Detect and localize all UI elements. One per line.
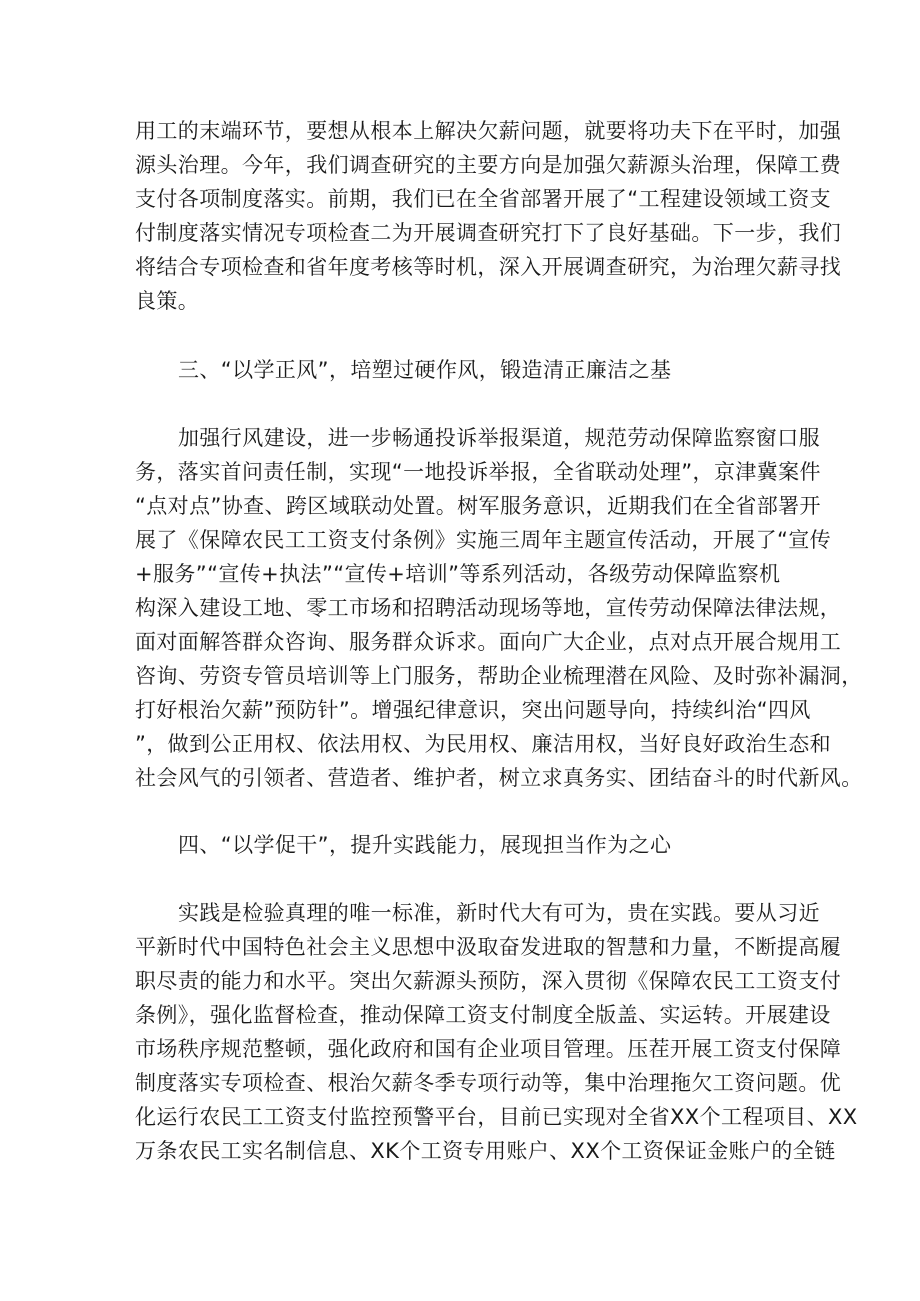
paragraph-2-line-6: 构深入建设工地、零工市场和招聘活动现场等地，宣传劳动保障法律法规， [135,596,842,620]
paragraph-3-line-3: 职尽责的能力和水平。突出欠薪源头预防，深入贯彻《保障农民工工资支付 [135,969,842,993]
paragraph-3-line-4: 条例》，强化监督检查，推动保障工资支付制度全版盖、实运转。开展建设 [135,1003,831,1027]
paragraph-2-line-10: ”，做到公正用权、依法用权、为民用权、廉洁用权，当好良好政治生态和 [135,732,832,756]
paragraph-2-line-5: +服务”“宣传+执法”“宣传+培训”等系列活动，各级劳动保障监察机 [135,562,781,586]
paragraph-2-line-2: 务，落实首问责任制，实现“一地投诉举报，全省联动处理”，京津冀案件 [135,460,821,484]
paragraph-1-line-6: 良策。 [135,289,200,313]
paragraph-3-line-6: 制度落实专项检查、根治欠薪冬季专项行动等，集中治理拖欠工资问题。优 [135,1071,842,1095]
paragraph-1-line-2: 源头治理。今年，我们调查研究的主要方向是加强欠薪源头治理，保障工费 [135,153,842,177]
section-heading-4: 四、“以学促干”，提升实践能力，展现担当作为之心 [178,833,672,857]
paragraph-2-line-9: 打好根治欠薪”预防针”。增强纪律意识，突出问题导向，持续纠治“四风 [135,698,811,722]
paragraph-1-line-1: 用工的末端环节，要想从根本上解决欠薪问题，就要将功夫下在平时，加强 [135,119,842,143]
paragraph-2-line-3: “点对点”协查、跨区域联动处置。树军服务意识，近期我们在全省部署开 [135,494,821,518]
paragraph-2-line-11: 社会风气的引领者、营造者、维护者，树立求真务实、团结奋斗的时代新风。 [135,766,863,790]
paragraph-3-line-8: 万条农民工实名制信息、XK个工资专用账户、XX个工资保证金账户的全链 [135,1139,836,1163]
paragraph-2-line-7: 面对面解答群众咨询、服务群众诉求。面向广大企业，点对点开展合规用工 [135,630,842,654]
paragraph-1-line-3: 支付各项制度落实。前期，我们已在全省部署开展了“工程建设领域工资支 [135,187,832,211]
paragraph-3-line-5: 市场秩序规范整顿，强化政府和国有企业项目管理。压茬开展工资支付保障 [135,1037,842,1061]
section-heading-3: 三、“以学正风”，培塑过硬作风，锻造清正廉洁之基 [178,358,672,382]
paragraph-3-line-1: 实践是检验真理的唯一标准，新时代大有可为，贵在实践。要从习近 [178,901,820,925]
paragraph-2-line-4: 展了《保障农民工工资支付条例》实施三周年主题宣传活动，开展了“宣传 [135,528,832,552]
paragraph-1-line-4: 付制度落实情况专项检查二为开展调查研究打下了良好基础。下一步，我们 [135,221,842,245]
paragraph-2-line-8: 咨询、劳资专管员培训等上门服务，帮助企业梳理潜在风险、及时弥补漏洞， [135,664,863,688]
paragraph-2-line-1: 加强行风建设，进一步畅通投诉举报渠道，规范劳动保障监察窗口服 [178,426,820,450]
paragraph-3-line-2: 平新时代中国特色社会主义思想中汲取奋发进取的智慧和力量，不断提高履 [135,935,842,959]
paragraph-3-line-7: 化运行农民工工资支付监控预警平台，目前已实现对全省XX个工程项目、XX [135,1105,858,1129]
paragraph-1-line-5: 将结合专项检查和省年度考核等时机，深入开展调查研究，为治理欠薪寻找 [135,255,842,279]
